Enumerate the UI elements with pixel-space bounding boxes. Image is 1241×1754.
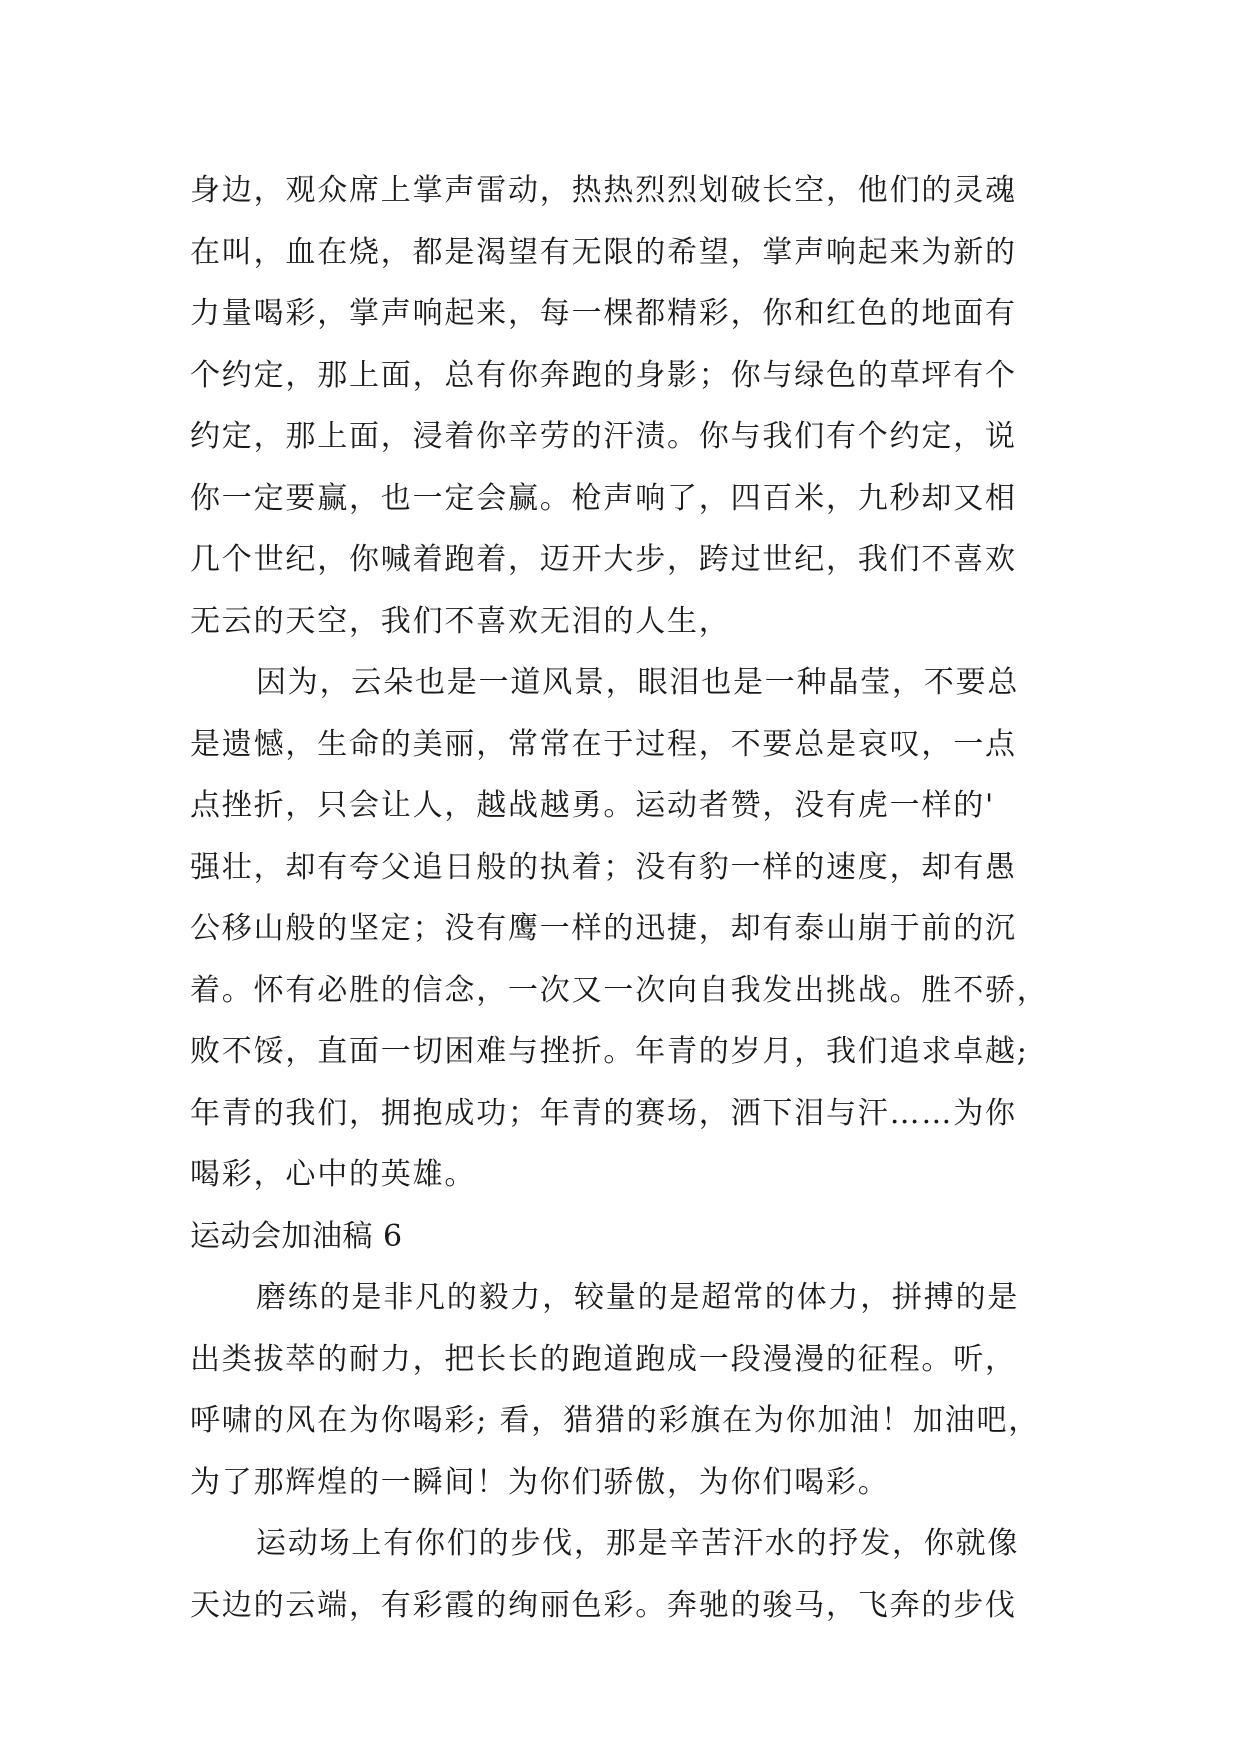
text-line: 是遗憾，生命的美丽，常常在于过程，不要总是哀叹，一点 bbox=[190, 726, 1017, 762]
text-line: 着。怀有必胜的信念，一次又一次向自我发出挑战。胜不骄， bbox=[190, 972, 1049, 1008]
section-heading: 运动会加油稿 6 bbox=[190, 1218, 403, 1254]
text-line: 喝彩，心中的英雄。 bbox=[190, 1157, 477, 1192]
text-line: 点挫折，只会让人，越战越勇。运动者赞，没有虎一样的' bbox=[190, 788, 996, 823]
text-line: 几个世纪，你喊着跑着，迈开大步，跨过世纪，我们不喜欢 bbox=[190, 542, 1017, 577]
text-line: 约定，那上面，浸着你辛劳的汗渍。你与我们有个约定，说 bbox=[190, 419, 1017, 454]
text-line: 败不馁，直面一切困难与挫折。年青的岁月，我们追求卓越; bbox=[190, 1034, 1029, 1069]
text-line: 个约定，那上面，总有你奔跑的身影；你与绿色的草坪有个 bbox=[190, 357, 1017, 393]
paragraph bbox=[190, 1513, 1050, 1636]
text-line: 你一定要赢，也一定会赢。枪声响了，四百米，九秒却又相 bbox=[190, 480, 1017, 516]
text-line: 为了那辉煌的一瞬间！为你们骄傲，为你们喝彩。 bbox=[190, 1464, 890, 1500]
paragraph bbox=[190, 652, 1050, 1206]
text-line: 年青的我们，拥抱成功；年青的赛场，洒下泪与汗……为你 bbox=[190, 1095, 1017, 1131]
text-line: 强壮，却有夸父追日般的执着；没有豹一样的速度，却有愚 bbox=[190, 849, 1017, 885]
text-line: 因为，云朵也是一道风景，眼泪也是一种晶莹，不要总 bbox=[256, 665, 1020, 700]
paragraph bbox=[190, 1267, 1050, 1513]
document-body bbox=[190, 160, 1050, 1636]
text-line: 磨练的是非凡的毅力，较量的是超常的体力，拼搏的是 bbox=[256, 1280, 1020, 1315]
text-line: 公移山般的坚定；没有鹰一样的迅捷，却有泰山崩于前的沉 bbox=[190, 911, 1017, 946]
text-line: 身边，观众席上掌声雷动，热热烈烈划破长空，他们的灵魂 bbox=[190, 173, 1017, 208]
text-line: 出类拔萃的耐力，把长长的跑道跑成一段漫漫的征程。听， bbox=[190, 1341, 1017, 1377]
text-line: 运动场上有你们的步伐，那是辛苦汗水的抒发，你就像 bbox=[256, 1526, 1020, 1561]
text-line: 天边的云端，有彩霞的绚丽色彩。奔驰的骏马，飞奔的步伐 bbox=[190, 1587, 1017, 1623]
text-line: 力量喝彩，掌声响起来，每一棵都精彩，你和红色的地面有 bbox=[190, 296, 1017, 331]
text-line: 在叫，血在烧，都是渴望有无限的希望，掌声响起来为新的 bbox=[190, 234, 1017, 270]
text-line: 呼啸的风在为你喝彩; 看，猎猎的彩旗在为你加油！加油吧， bbox=[190, 1403, 1041, 1438]
text-line: 无云的天空，我们不喜欢无泪的人生， bbox=[190, 603, 731, 639]
paragraph bbox=[190, 160, 1050, 652]
